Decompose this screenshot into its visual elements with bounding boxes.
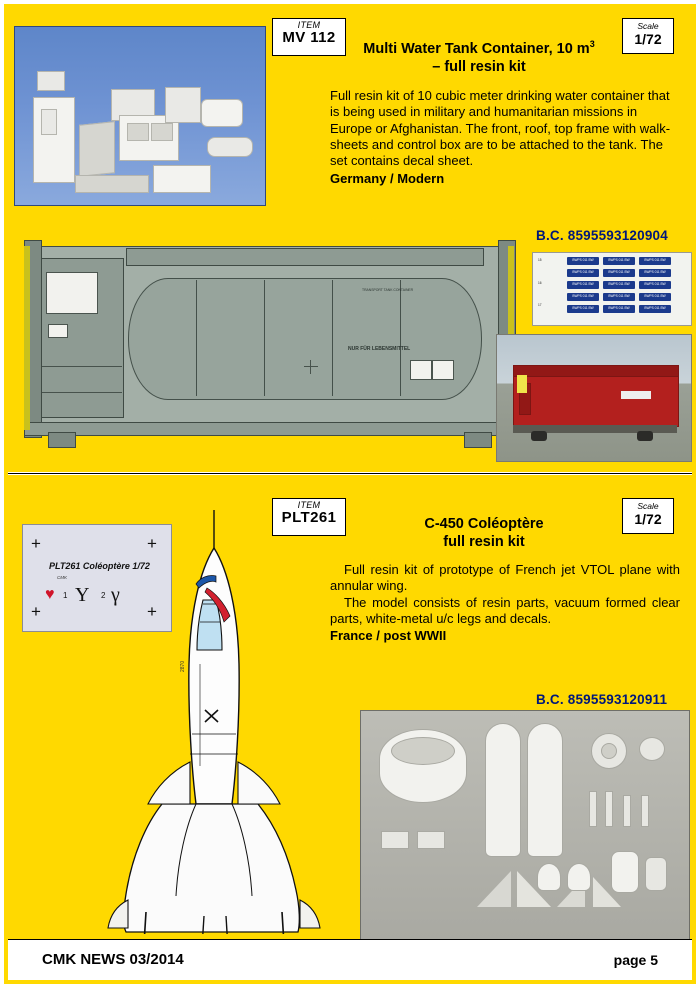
decal-cross-icon: + [147,602,157,621]
footer-page-number: page 5 [613,952,658,968]
decal-number-1: 1 [63,591,68,600]
barcode-plt261: B.C. 8595593120911 [536,692,668,707]
decal-cell: BWPS 011 BW [639,257,671,265]
decal-cell: BWPS 011 BW [567,293,599,301]
decal-cell: BWPS 011 BW [603,269,635,277]
decal-number-2: 2 [101,591,106,600]
title-line2: full resin kit [443,533,525,550]
product-drawing-mv112 [18,216,530,462]
decal-glyph-y: Υ [75,584,90,606]
product-drawing-plt261 [104,504,384,934]
decal-cell: BWPS 011 BW [639,293,671,301]
svg-text:2870: 2870 [180,660,186,672]
description-paragraph-2: The model consists of resin parts, vacuum formed clear parts, white-metal u/c legs and decals. [330,594,680,626]
footer-publication: CMK NEWS 03/2014 [42,951,184,968]
coleoptere-svg [104,504,384,934]
item-label: ITEM [297,20,321,30]
product-title-mv112 [334,39,624,76]
title-line1: Multi Water Tank Container, 10 m [363,40,590,57]
decal-cell: BWPS 011 BW [603,305,635,313]
decal-cell: BWPS 011 BW [639,305,671,313]
decal-cell: BWPS 011 BW [567,281,599,289]
decal-cross-icon: + [31,534,41,553]
item-code: MV 112 [282,29,336,47]
decal-cell: BWPS 011 BW [603,257,635,265]
stencil-food-grade: NUR FÜR LEBENSMITTEL [348,346,411,352]
decal-cell: BWPS 011 BW [567,305,599,313]
decal-cell: BWPS 011 BW [567,257,599,265]
decal-cross-icon: + [31,602,41,621]
decal-heart-marking: ♥ [45,586,55,603]
decal-row-label-2: 16 [538,281,542,285]
scale-value: 1/72 [634,31,662,47]
decal-cell: BWPS 011 BW [639,269,671,277]
description-text: Full resin kit of 10 cubic meter drinking water container that is being used in military and humanitarian missions in Europe or Afghanistan. The front, roof, top frame with walk-sheets and control box are to be attached to the tank. The set contains decal sheet. [330,88,671,169]
product-photo-mv112-parts [14,26,266,206]
decal-cell: BWPS 011 BW [567,269,599,277]
decal-cross-icon: + [147,534,157,553]
decal-cell: BWPS 011 BW [603,293,635,301]
scale-label: Scale [637,21,659,31]
reference-photo-mv112 [496,334,692,462]
decal-sheet-mv112 [532,252,692,326]
item-label: ITEM [297,500,321,510]
country-period: Germany / Modern [330,170,445,186]
title-superscript: 3 [589,39,595,49]
scale-badge-plt261 [622,498,674,534]
decal-cell: BWPS 011 BW [603,281,635,289]
country-period: France / post WWII [330,628,447,644]
page-footer [8,939,692,980]
decal-row-label-3: 17 [538,303,542,307]
decal-row-label-1: 15 [538,258,542,262]
description-paragraph-1: Full resin kit of prototype of French jet VTOL plane with annular wing. [330,562,680,594]
section-divider [8,472,692,475]
decal-cell: BWPS 011 BW [639,281,671,289]
decal-glyph-lambda: γ [111,584,120,606]
scale-label: Scale [637,501,659,511]
barcode-mv112: B.C. 8595593120904 [536,228,668,243]
decal-sheet-title: PLT261 Coléoptère 1/72 [49,561,150,571]
title-line2: – full resin kit [432,58,526,75]
product-description-mv112 [330,88,678,187]
stencil-transport: TRANSPORT TANK CONTAINER [362,288,414,292]
scale-badge-mv112 [622,18,674,54]
item-code: PLT261 [281,509,337,527]
scale-value: 1/72 [634,511,662,527]
product-photo-plt261-parts [360,710,690,940]
decal-brand-logo: CMK [57,575,67,580]
product-title-plt261 [364,516,604,551]
title-line1: C-450 Coléoptère [424,516,544,532]
